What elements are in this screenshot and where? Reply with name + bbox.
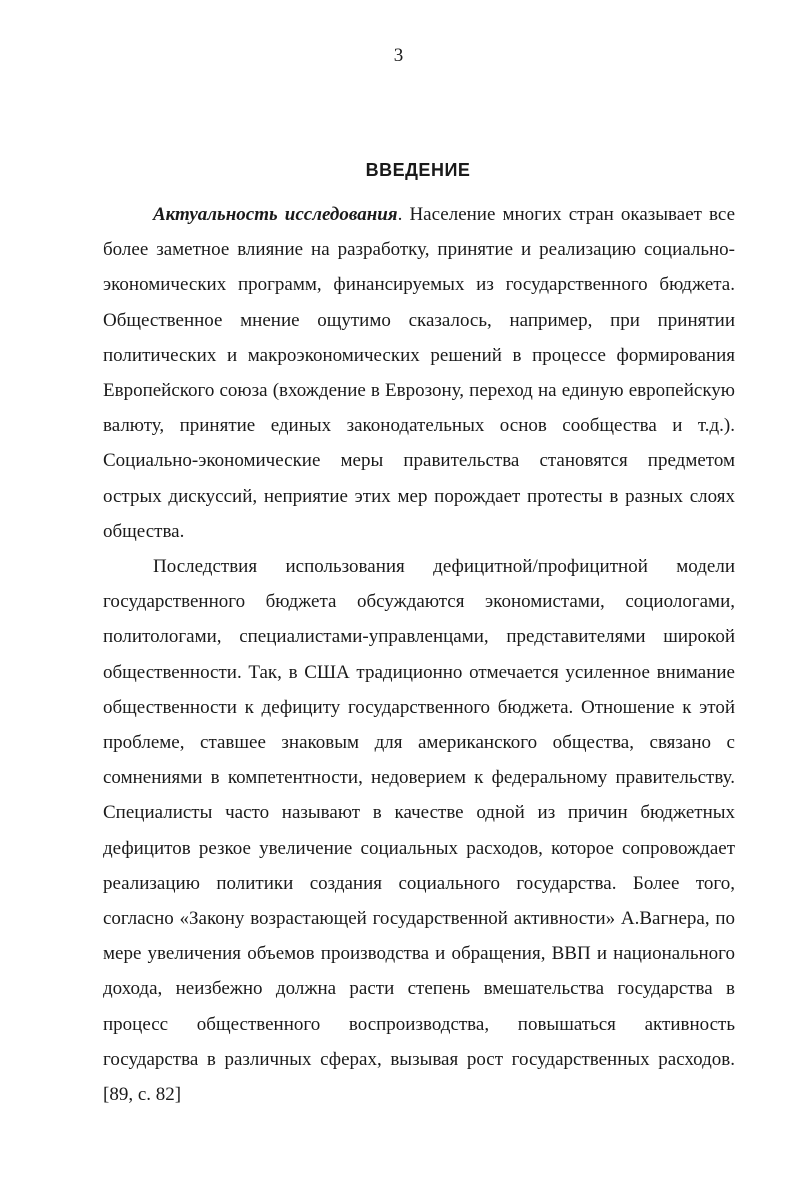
paragraph-consequences [103,549,735,1112]
paragraph-lead-punct: . [397,204,403,225]
section-heading: ВВЕДЕНИЕ [365,160,471,180]
document-body [103,197,735,1112]
paragraph-text: Население многих стран оказывает все более заметное влияние на разработку, принятие и реализацию социально-экономических программ, финансируемых из государственного бюджета. Общественное мнение ощутимо сказалось, например, при принятии политических и макроэкономических решений в процессе формирования Европейского союза (вхождение в Еврозону, переход на единую европейскую валюту, принятие единых законодательных основ сообщества и т.д.). Социально-экономические меры правительства становятся предметом острых дискуссий, неприятие этих мер порождает протесты в разных слоях общества. [103,204,736,542]
paragraph-text: Последствия использования дефицитной/профицитной модели государственного бюджета обсуждаются экономистами, социологами, политологами, специалистами-управленцами, представителями широкой общественности. Так, в США традиционно отмечается усиленное внимание общественности к дефициту государственного бюджета. Отношение к этой проблеме, ставшее знаковым для американского общества, связано с сомнениями в компетентности, недоверием к федеральному правительству. Специалисты часто называют в качестве одной из причин бюджетных дефицитов резкое увеличение социальных расходов, которое сопровождает реализацию политики создания социального государства. Более того, согласно «Закону возрастающей государственной активности» А.Вагнера, по мере увеличения объемов производства и обращения, ВВП и национального дохода, неизбежно должна расти степень вмешательства государства в процесс общественного воспроизводства, повышаться активность государства в различных сферах, вызывая рост государственных расходов. [89, с. 82] [103,556,735,1106]
paragraph-relevance [103,197,735,549]
page-number: 3 [393,45,404,66]
paragraph-lead: Актуальность исследования [153,204,398,225]
